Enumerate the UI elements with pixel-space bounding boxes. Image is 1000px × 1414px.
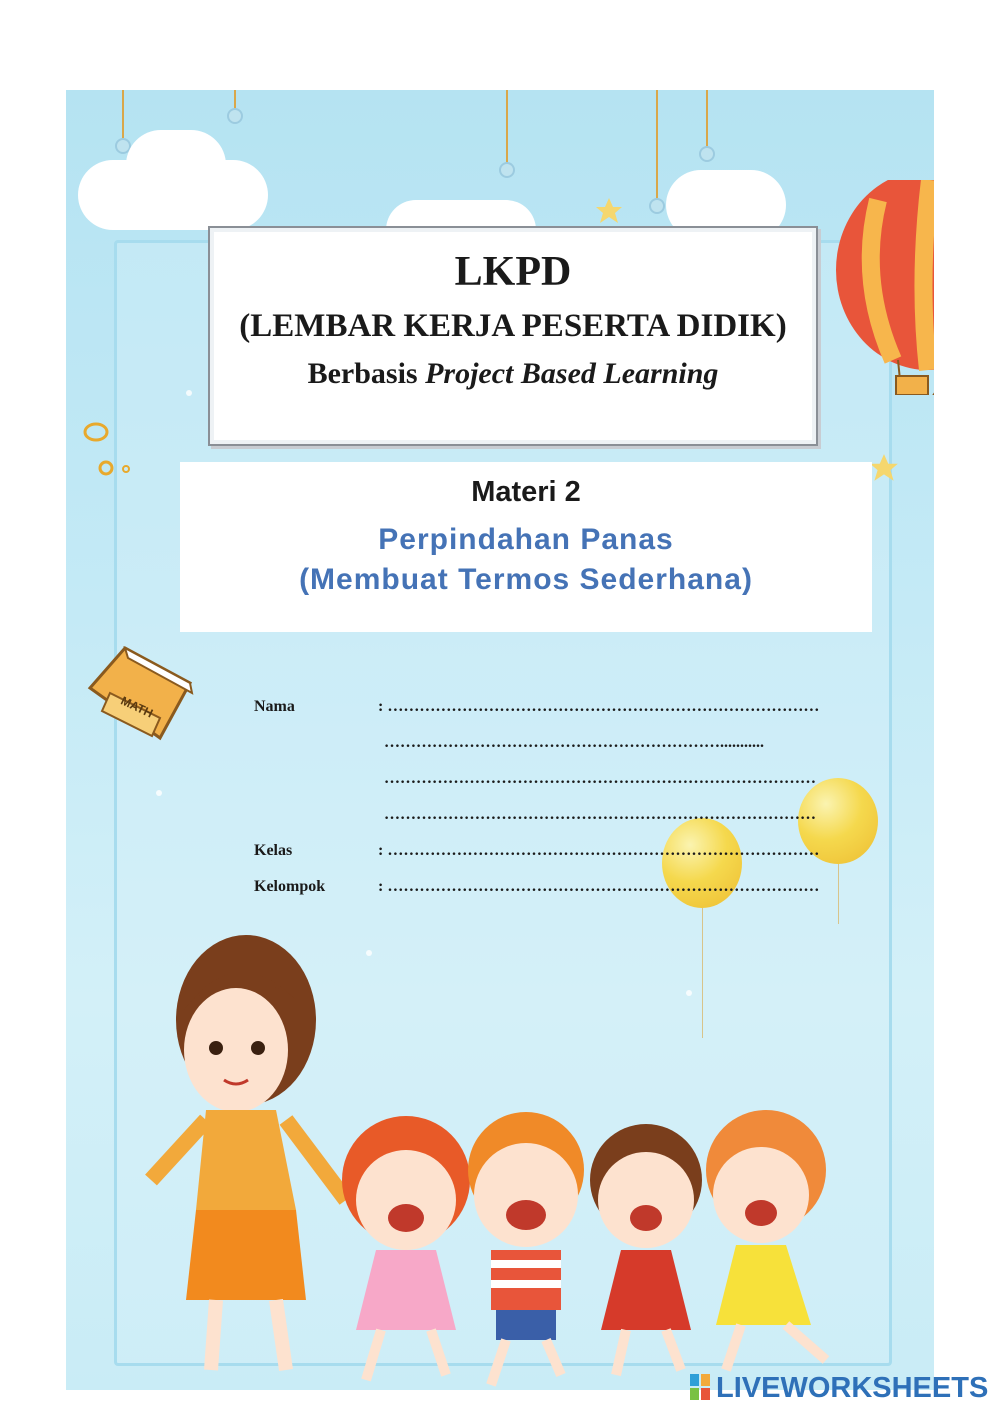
hanging-string [122,90,124,140]
book-label: MATH [118,693,156,721]
sparkle [186,390,192,396]
nama-row-4 [254,806,854,826]
kelompok-field[interactable]: : ……………………………………………………………………… [378,878,820,895]
bead-icon [499,162,515,178]
nama-row [254,698,854,718]
materi-subtopic: (Membuat Termos Sederhana) [299,563,753,596]
kelas-row [254,842,854,862]
hanging-string [506,90,508,164]
nama-row-3 [254,770,854,790]
bead-icon [649,198,665,214]
brand-text: LIVEWORKSHEETS [716,1372,989,1404]
kelas-label: Kelas [254,842,293,859]
title-box [208,226,818,446]
bead-icon [699,146,715,162]
kelas-field[interactable]: : ……………………………………………………………………… [378,842,820,859]
bubbles-icon [80,420,140,480]
basis-italic: Project Based Learning [425,357,719,390]
liveworksheets-logo-icon [690,1374,712,1400]
star-icon [868,452,900,484]
teacher-children-illustration [136,920,856,1390]
materi-topic: Perpindahan Panas [378,523,674,556]
sparkle [156,790,162,796]
nama-field-line-3[interactable]: ……………………………………………………………………… [384,770,816,787]
bead-icon [227,108,243,124]
worksheet-title: LKPD [454,249,572,295]
basis-prefix: Berbasis [307,357,426,390]
nama-field-line-4[interactable]: ……………………………………………………………………… [384,806,816,823]
star-icon [594,196,624,226]
math-book-icon [80,638,200,748]
liveworksheets-brand[interactable] [690,1372,988,1405]
nama-label: Nama [254,698,295,715]
materi-label: Materi 2 [471,476,581,508]
materi-box [180,462,872,632]
hot-air-balloon-icon [818,180,934,395]
cloud-icon [126,130,226,200]
nama-field-line-1[interactable]: : ……………………………………………………………………… [378,698,820,715]
hanging-string [234,90,236,110]
worksheet-subtitle: (LEMBAR KERJA PESERTA DIDIK) [239,308,787,344]
nama-row-2 [254,734,854,754]
nama-field-line-2[interactable]: ………………………………………………………........... [384,734,764,751]
hanging-string [656,90,658,200]
worksheet-basis [210,357,816,391]
kelompok-label: Kelompok [254,878,326,895]
hanging-string [706,90,708,148]
kelompok-row [254,878,854,898]
